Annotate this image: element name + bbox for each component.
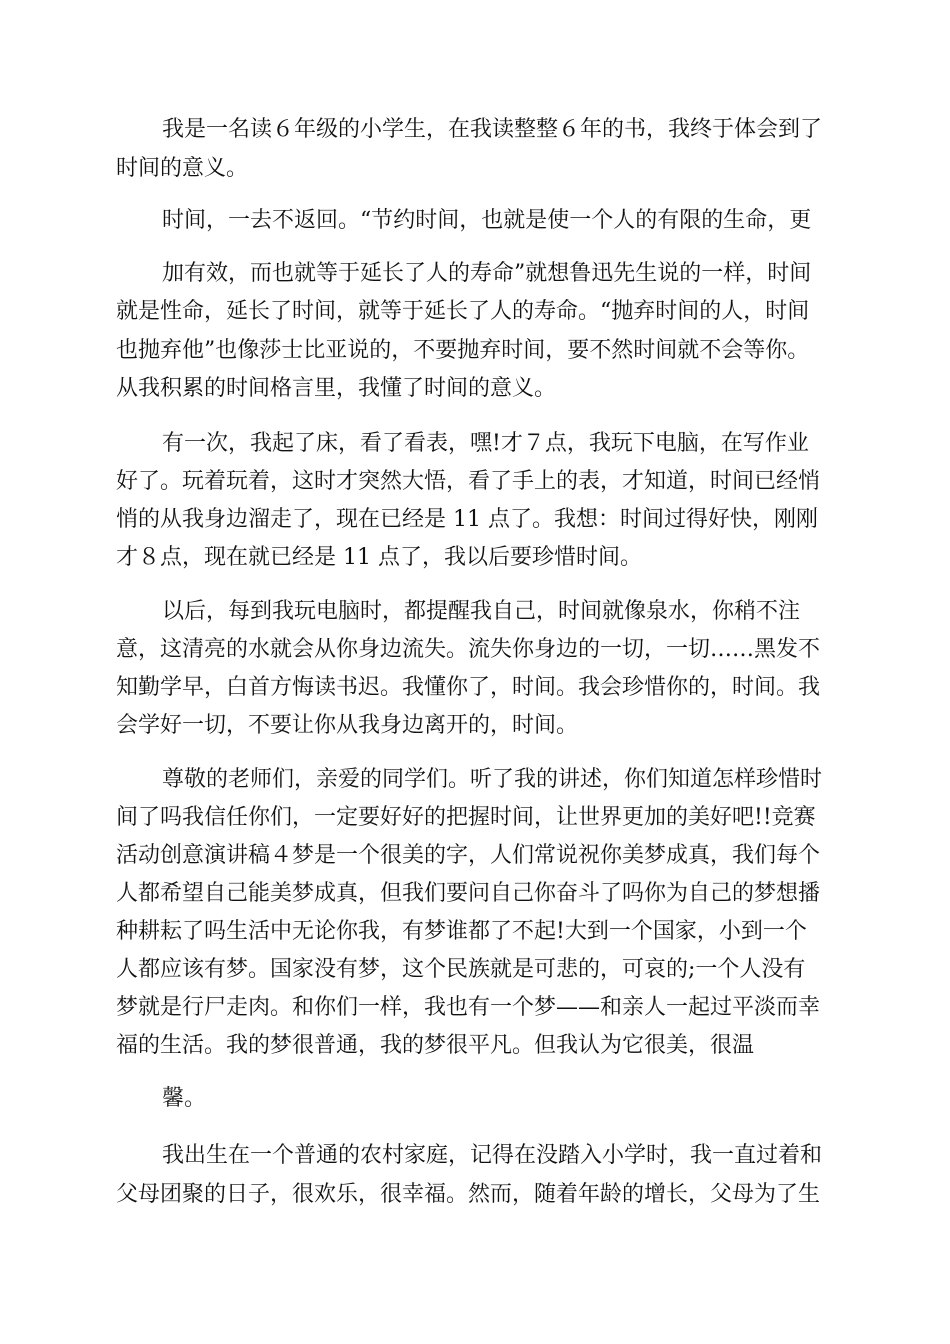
text-line: 我是一名读６年级的小学生，在我读整整６年的书，我终于体会到了 xyxy=(162,117,823,142)
text-line: 时间的意义。 xyxy=(116,156,249,181)
text-line: 馨。 xyxy=(162,1086,207,1111)
text-line: 活动创意演讲稿４梦是一个很美的字，人们常说祝你美梦成真，我们每个 xyxy=(116,843,821,868)
text-line: 好了。玩着玩着，这时才突然大悟，看了手上的表，才知道，时间已经悄 xyxy=(116,469,821,494)
text-line: 时间，一去不返回。“节约时间，也就是使一个人的有限的生命，更 xyxy=(162,208,812,233)
text-line: 才８点，现在就已经是 11 点了，我以后要珍惜时间。 xyxy=(116,545,642,570)
text-line: 以后，每到我玩电脑时，都提醒我自己，时间就像泉水，你稍不注 xyxy=(162,599,801,624)
text-line: 我出生在一个普通的农村家庭，记得在没踏入小学时，我一直过着和 xyxy=(162,1143,823,1168)
text-line: 父母团聚的日子，很欢乐，很幸福。然而，随着年龄的增长，父母为了生 xyxy=(116,1182,821,1207)
text-line: 有一次，我起了床，看了看表，嘿!才７点，我玩下电脑，在写作业 xyxy=(162,431,809,456)
text-line: 福的生活。我的梦很普通，我的梦很平凡。但我认为它很美，很温 xyxy=(116,1033,755,1058)
text-line: 就是性命，延长了时间，就等于延长了人的寿命。“抛弃时间的人，时间 xyxy=(116,299,810,324)
text-line: 也抛弃他”也像莎士比亚说的，不要抛弃时间，要不然时间就不会等你。 xyxy=(116,338,810,363)
text-line: 从我积累的时间格言里，我懂了时间的意义。 xyxy=(116,376,557,401)
text-line: 间了吗我信任你们，一定要好好的把握时间，让世界更加的美好吧!!竞赛 xyxy=(116,805,816,830)
text-line: 人都应该有梦。国家没有梦，这个民族就是可悲的，可哀的;一个人没有 xyxy=(116,957,806,982)
text-line: 尊敬的老师们，亲爱的同学们。听了我的讲述，你们知道怎样珍惜时 xyxy=(162,767,823,792)
text-line: 意，这清亮的水就会从你身边流失。流失你身边的一切，一切……黑发不 xyxy=(116,637,821,662)
text-line: 种耕耘了吗生活中无论你我，有梦谁都了不起!大到一个国家，小到一个 xyxy=(116,919,807,944)
text-line: 梦就是行尸走肉。和你们一样，我也有一个梦——和亲人一起过平淡而幸 xyxy=(116,995,821,1020)
text-line: 加有效，而也就等于延长了人的寿命”就想鲁迅先生说的一样，时间 xyxy=(162,261,812,286)
text-line: 知勤学早，白首方悔读书迟。我懂你了，时间。我会珍惜你的，时间。我 xyxy=(116,675,821,700)
text-line: 悄的从我身边溜走了，现在已经是 11 点了。我想：时间过得好快，刚刚 xyxy=(116,507,818,532)
text-line: 人都希望自己能美梦成真，但我们要问自己你奋斗了吗你为自己的梦想播 xyxy=(116,881,821,906)
text-line: 会学好一切，不要让你从我身边离开的，时间。 xyxy=(116,713,579,738)
